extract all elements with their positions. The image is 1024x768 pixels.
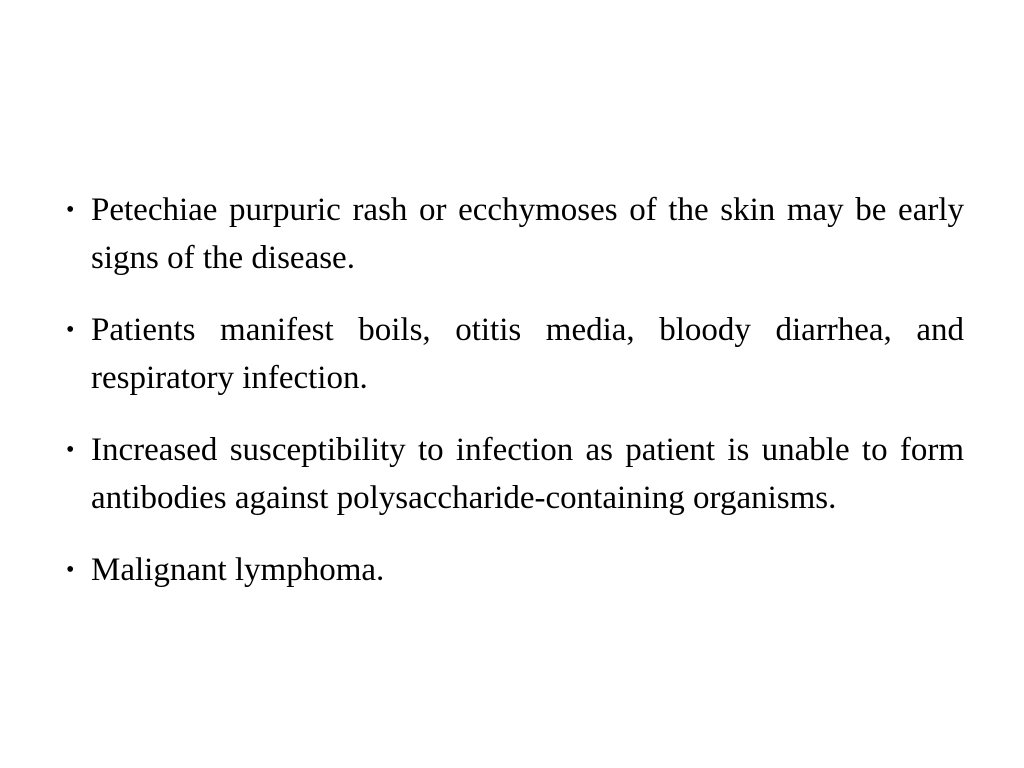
bullet-item	[66, 306, 964, 402]
bullet-text-lymphoma: Malignant lymphoma.	[91, 552, 385, 588]
bullet-text-petechiae: Petechiae purpuric rash or ecchymoses of the skin may be early signs of the disease.	[91, 192, 964, 276]
bullet-dot-icon: •	[66, 557, 75, 583]
bullet-text-patients: Patients manifest boils, otitis media, bloody diarrhea, and respiratory infection.	[91, 312, 964, 396]
bullet-dot-icon: •	[66, 317, 75, 343]
bullet-dot-icon: •	[66, 197, 75, 223]
bullet-text-susceptibility: Increased susceptibility to infection as patient is unable to form antibodies against polysaccharide-containing organisms.	[91, 432, 964, 516]
bullet-dot-icon: •	[66, 437, 75, 463]
bullet-item	[66, 426, 964, 522]
bullet-item	[66, 186, 964, 282]
bullet-list	[66, 186, 964, 618]
bullet-item	[66, 546, 964, 594]
